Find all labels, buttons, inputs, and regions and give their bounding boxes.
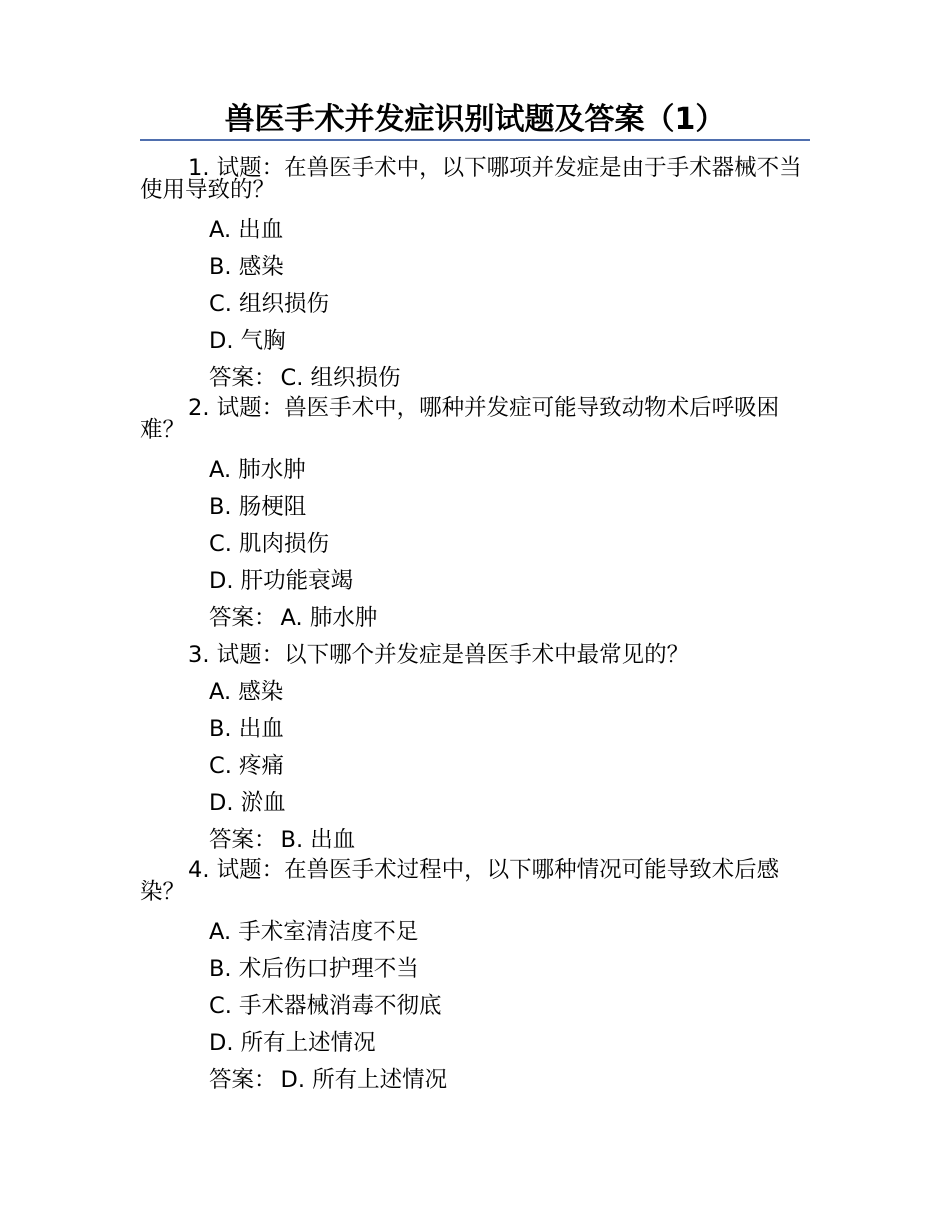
question-text: 2. 试题：兽医手术中，哪种并发症可能导致动物术后呼吸困难？ (140, 395, 780, 443)
option-b: B. 肠梗阻 (209, 494, 307, 520)
option-a: A. 出血 (209, 217, 284, 243)
answer-value: C. 组织损伤 (280, 365, 401, 391)
option-a: A. 感染 (209, 679, 284, 705)
answer-value: B. 出血 (280, 827, 356, 853)
option-c: C. 手术器械消毒不彻底 (209, 993, 442, 1019)
answer-line (140, 1062, 810, 1099)
answer-label: 答案： (209, 827, 277, 853)
question-item (140, 157, 810, 397)
answer-value: D. 所有上述情况 (280, 1067, 448, 1093)
option-d: D. 所有上述情况 (209, 1030, 376, 1056)
title-underline (140, 139, 810, 141)
answer-label: 答案： (209, 605, 277, 631)
answer-label: 答案： (209, 365, 277, 391)
question-item (140, 859, 810, 1099)
option-c: C. 疼痛 (209, 753, 285, 779)
question-number: 1. (188, 155, 210, 181)
question-number: 3. (188, 642, 210, 668)
option-b: B. 感染 (209, 254, 284, 280)
option-b: B. 术后伤口护理不当 (209, 956, 419, 982)
question-text: 4. 试题：在兽医手术过程中，以下哪种情况可能导致术后感染？ (140, 857, 780, 905)
option-b: B. 出血 (209, 716, 284, 742)
question-number: 2. (188, 395, 210, 421)
question-number: 4. (188, 857, 210, 883)
answer-line (140, 600, 810, 637)
option-c: C. 肌肉损伤 (209, 531, 330, 557)
question-item (140, 397, 810, 637)
option-d: D. 肝功能衰竭 (209, 568, 354, 594)
question-item (140, 637, 810, 859)
option-d: D. 淤血 (209, 790, 286, 816)
question-list (140, 157, 810, 1099)
option-a: A. 手术室清洁度不足 (209, 919, 419, 945)
option-c: C. 组织损伤 (209, 291, 330, 317)
question-text: 3. 试题：以下哪个并发症是兽医手术中最常见的？ (188, 642, 690, 668)
question-text: 1. 试题：在兽医手术中，以下哪项并发症是由于手术器械不当使用导致的？ (140, 155, 802, 203)
option-a: A. 肺水肿 (209, 457, 306, 483)
option-d: D. 气胸 (209, 328, 286, 354)
answer-line (140, 360, 810, 397)
answer-line (140, 822, 810, 859)
document-title: 兽医手术并发症识别试题及答案（1） (224, 102, 726, 137)
answer-label: 答案： (209, 1067, 277, 1093)
answer-value: A. 肺水肿 (280, 605, 378, 631)
